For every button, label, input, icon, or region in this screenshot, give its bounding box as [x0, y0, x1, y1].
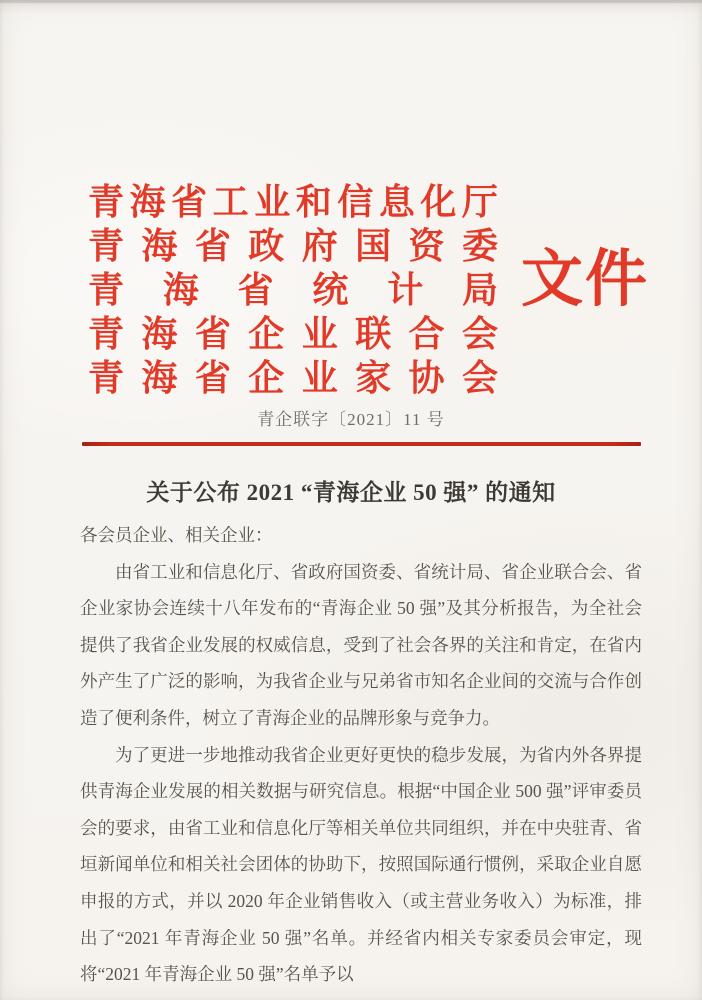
org-name-line-2: 青 海 省 政 府 国 资 委	[88, 226, 498, 266]
document-title: 关于公布 2021 “青海企业 50 强” 的通知	[146, 480, 556, 505]
salutation-line: 各会员企业、相关企业：	[80, 525, 273, 545]
doc-number: 青企联字〔2021〕11 号	[257, 410, 445, 429]
doc-type-label: 文件	[520, 246, 649, 314]
document-body	[80, 517, 642, 993]
org-name-line-1: 青 海 省 工 业 和 信 息 化 厅	[88, 182, 498, 222]
red-letterhead	[88, 180, 498, 400]
org-name-line-5: 青 海 省 企 业 家 协 会	[88, 358, 498, 398]
body-paragraph-1: 由省工业和信息化厅、省政府国资委、省统计局、省企业联合会、省企业家协会连续十八年发布的“青海企业 50 强”及其分析报告，为全社会提供了我省企业发展的权威信息，受到了社会各界的关注和肯定，在省内外产生了广泛的影响，为我省企业与兄弟省市知名企业间的交流与合作创造了便利条件，树立了青海企业的品牌形象与竞争力。	[80, 561, 642, 728]
body-paragraph-2: 为了更进一步地推动我省企业更好更快的稳步发展，为省内外各界提供青海企业发展的相关数据与研究信息。根据“中国企业 500 强”评审委员会的要求，由省工业和信息化厅等相关单位共同组织，并在中央驻青、省垣新闻单位和相关社会团体的协助下，按照国际通行惯例，采取企业自愿申报的方式，并以 2020 年企业销售收入（或主营业务收入）为标准，排出了“2021 年青海企业 50 强”名单。并经省内相关专家委员会审定，现将“2021 年青海企业 50 强”名单予以	[80, 744, 642, 985]
red-divider-rule	[82, 442, 641, 446]
org-name-line-3: 青 海 省 统 计 局	[88, 270, 498, 310]
org-name-line-4: 青 海 省 企 业 联 合 会	[88, 314, 498, 354]
